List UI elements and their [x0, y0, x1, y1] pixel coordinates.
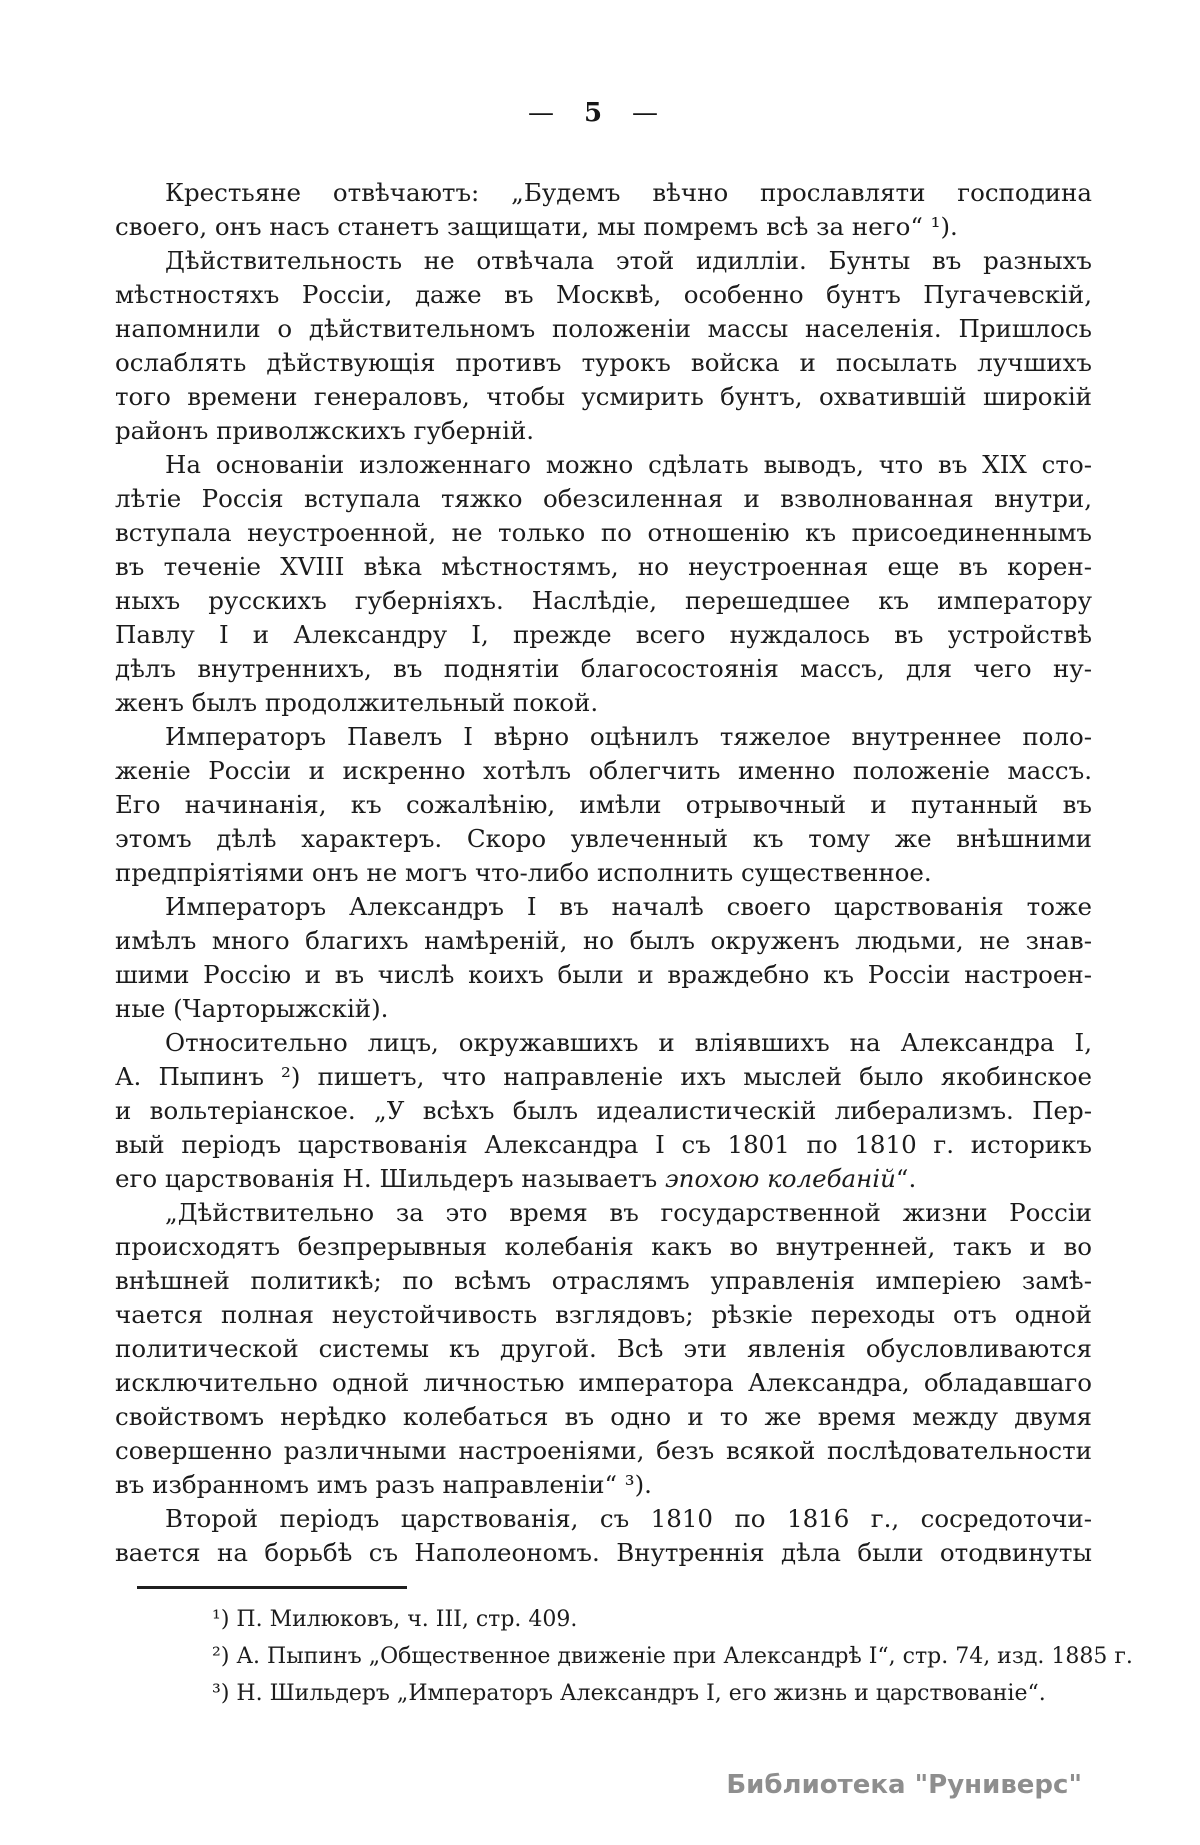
- footnote-separator: [137, 1586, 407, 1589]
- paragraph: [115, 720, 1092, 890]
- paragraph: [115, 1502, 1092, 1570]
- line-text: политической системы къ другой. Всѣ эти явленія обусловливаются: [115, 1334, 1092, 1363]
- paragraph: [115, 448, 1092, 720]
- footnote: ³) Н. Шильдеръ „Императоръ Александръ I, его жизнь и царствованіе“.: [212, 1681, 1046, 1706]
- text-line: [115, 1502, 1092, 1536]
- line-text: дѣлъ внутреннихъ, въ поднятіи благосостоянія массъ, для чего ну-: [115, 654, 1092, 683]
- line-text: вступала неустроенной, не только по отношенію къ присоединеннымъ: [115, 518, 1092, 547]
- line-text: женіе Россіи и искренно хотѣлъ облегчить именно положеніе массъ.: [115, 756, 1092, 785]
- text-line: [115, 788, 1092, 822]
- paragraph: [115, 244, 1092, 448]
- body-text: [115, 176, 1092, 1570]
- text-line: [115, 924, 1092, 958]
- text-line: [115, 210, 1092, 244]
- text-line: [115, 312, 1092, 346]
- line-text: лѣтіе Россія вступала тяжко обезсиленная и взволнованная внутри,: [115, 484, 1092, 513]
- line-text: Императоръ Павелъ I вѣрно оцѣнилъ тяжелое внутреннее поло-: [165, 722, 1092, 751]
- line-text: мѣстностяхъ Россіи, даже въ Москвѣ, особенно бунтъ Пугачевскій,: [115, 280, 1092, 309]
- text-line: [115, 1026, 1092, 1060]
- line-text: въ избранномъ имъ разъ направленіи“ ³).: [115, 1470, 652, 1499]
- text-line: [115, 686, 1092, 720]
- text-line: [115, 176, 1092, 210]
- italic-phrase: эпохою колебаній: [664, 1164, 896, 1193]
- text-line: [115, 1264, 1092, 1298]
- text-line: [115, 550, 1092, 584]
- line-text: ослаблять дѣйствующія противъ турокъ войска и посылать лучшихъ: [115, 348, 1092, 377]
- text-line: [115, 1060, 1092, 1094]
- text-line: [115, 1196, 1092, 1230]
- line-text: Крестьяне отвѣчаютъ: „Будемъ вѣчно прославляти господина: [165, 178, 1092, 207]
- line-text: свойствомъ нерѣдко колебаться въ одно и то же время между двумя: [115, 1402, 1092, 1431]
- text-line: [115, 1162, 1092, 1196]
- line-text: Второй періодъ царствованія, съ 1810 по 1816 г., сосредоточи-: [165, 1504, 1092, 1533]
- paragraph: [115, 1026, 1092, 1196]
- text-line: [115, 448, 1092, 482]
- line-text: женъ былъ продолжительный покой.: [115, 688, 599, 717]
- paragraph: [115, 1196, 1092, 1502]
- line-text: и вольтеріанское. „У всѣхъ былъ идеалистическій либерализмъ. Пер-: [115, 1096, 1092, 1125]
- text-line: [115, 958, 1092, 992]
- text-line: [115, 584, 1092, 618]
- line-text: совершенно различными настроеніями, безъ всякой послѣдовательности: [115, 1436, 1092, 1465]
- text-line: [115, 754, 1092, 788]
- text-line: [115, 822, 1092, 856]
- text-line: [115, 992, 1092, 1026]
- text-line: [115, 720, 1092, 754]
- page-number-dash-left: —: [527, 98, 554, 128]
- text-line: [115, 414, 1092, 448]
- text-line: [115, 1400, 1092, 1434]
- line-text: шими Россію и въ числѣ коихъ были и враждебно къ Россіи настроен-: [115, 960, 1092, 989]
- line-text: своего, онъ насъ станетъ защищати, мы помремъ всѣ за него“ ¹).: [115, 212, 958, 241]
- text-line: [115, 380, 1092, 414]
- line-text: его царствованія Н. Шильдеръ называетъ: [115, 1164, 665, 1193]
- line-text: А. Пыпинъ ²) пишетъ, что направленіе ихъ мыслей было якобинское: [115, 1062, 1092, 1091]
- line-text: “.: [895, 1164, 917, 1193]
- line-text: этомъ дѣлѣ характеръ. Скоро увлеченный къ тому же внѣшними: [115, 824, 1092, 853]
- footnotes: [212, 1601, 1133, 1712]
- library-watermark: Библиотека "Руниверс": [726, 1770, 1082, 1800]
- text-line: [115, 856, 1092, 890]
- text-line: [115, 1094, 1092, 1128]
- page-number-dash-right: —: [632, 98, 659, 128]
- line-text: Относительно лицъ, окружавшихъ и вліявшихъ на Александра I,: [165, 1028, 1092, 1057]
- line-text: районъ приволжскихъ губерній.: [115, 416, 535, 445]
- text-line: [115, 1128, 1092, 1162]
- text-line: [115, 1230, 1092, 1264]
- line-text: На основаніи изложеннаго можно сдѣлать выводъ, что въ XIX сто-: [165, 450, 1092, 479]
- text-line: [115, 278, 1092, 312]
- text-line: [115, 244, 1092, 278]
- line-text: чается полная неустойчивость взглядовъ; рѣзкіе переходы отъ одной: [115, 1300, 1092, 1329]
- text-line: [115, 1332, 1092, 1366]
- text-line: [115, 1366, 1092, 1400]
- line-text: ные (Чарторыжскій).: [115, 994, 389, 1023]
- text-line: [115, 346, 1092, 380]
- text-line: [115, 1468, 1092, 1502]
- line-text: Павлу I и Александру I, прежде всего нуждалось въ устройствѣ: [115, 620, 1092, 649]
- paragraph: [115, 890, 1092, 1026]
- line-text: внѣшней политикѣ; по всѣмъ отраслямъ управленія имперіею замѣ-: [115, 1266, 1092, 1295]
- line-text: ныхъ русскихъ губерніяхъ. Наслѣдіе, перешедшее къ императору: [115, 586, 1092, 615]
- line-text: исключительно одной личностью императора Александра, обладавшаго: [115, 1368, 1092, 1397]
- line-text: Дѣйствительность не отвѣчала этой идилліи. Бунты въ разныхъ: [165, 246, 1092, 275]
- text-line: [115, 1298, 1092, 1332]
- line-text: того времени генераловъ, чтобы усмирить бунтъ, охватившій широкій: [115, 382, 1092, 411]
- line-text: происходятъ безпрерывныя колебанія какъ во внутренней, такъ и во: [115, 1232, 1092, 1261]
- text-line: [115, 1434, 1092, 1468]
- line-text: „Дѣйствительно за это время въ государственной жизни Россіи: [165, 1198, 1092, 1227]
- line-text: въ теченіе XVIII вѣка мѣстностямъ, но неустроенная еще въ корен-: [115, 552, 1092, 581]
- paragraph: [115, 176, 1092, 244]
- line-text: предпріятіями онъ не могъ что-либо исполнить существенное.: [115, 858, 932, 887]
- line-text: вается на борьбѣ съ Наполеономъ. Внутреннія дѣла были отодвинуты: [115, 1538, 1092, 1567]
- line-text: напомнили о дѣйствительномъ положеніи массы населенія. Пришлось: [115, 314, 1092, 343]
- line-text: Его начинанія, къ сожалѣнію, имѣли отрывочный и путанный въ: [115, 790, 1092, 819]
- text-line: [115, 1536, 1092, 1570]
- page-number: [0, 98, 1186, 128]
- line-text: вый періодъ царствованія Александра I съ 1801 по 1810 г. историкъ: [115, 1130, 1092, 1159]
- footnote: ²) А. Пыпинъ „Общественное движеніе при Александрѣ I“, стр. 74, изд. 1885 г.: [212, 1644, 1133, 1669]
- footnote: ¹) П. Милюковъ, ч. III, стр. 409.: [212, 1607, 578, 1632]
- text-line: [115, 890, 1092, 924]
- page-number-value: 5: [583, 98, 603, 128]
- line-text: Императоръ Александръ I въ началѣ своего царствованія тоже: [165, 892, 1092, 921]
- line-text: имѣлъ много благихъ намѣреній, но былъ окруженъ людьми, не знав-: [115, 926, 1092, 955]
- text-line: [115, 516, 1092, 550]
- text-line: [115, 482, 1092, 516]
- text-line: [115, 652, 1092, 686]
- text-line: [115, 618, 1092, 652]
